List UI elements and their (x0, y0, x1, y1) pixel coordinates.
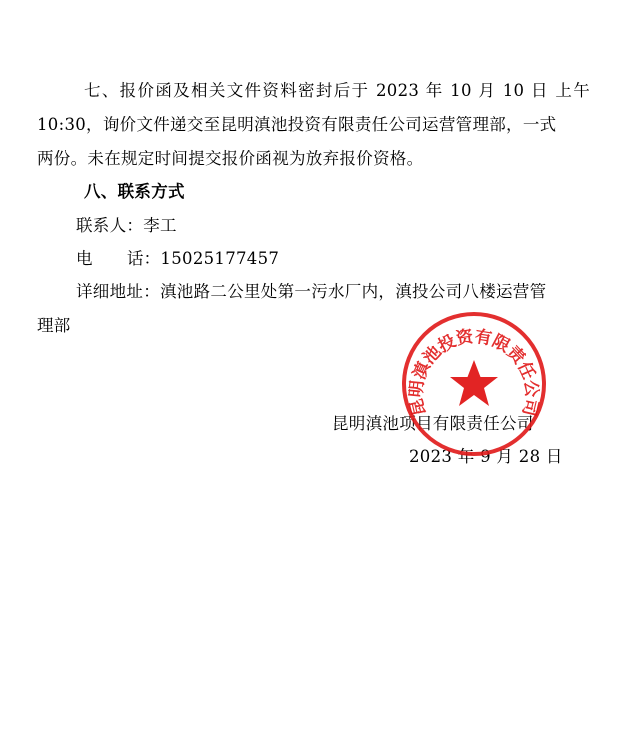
signature-date: 2023 年 9 月 28 日 (409, 447, 563, 466)
phone-value: 15025177457 (160, 249, 280, 268)
section7-line1: 七、报价函及相关文件资料密封后于 2023 年 10 月 10 日 上午 (84, 81, 590, 100)
address-line1: 详细地址：滇池路二公里处第一污水厂内，滇投公司八楼运营管 (76, 282, 547, 301)
phone-label-b: 话： (126, 249, 161, 268)
contact-label: 联系人： (76, 216, 144, 235)
section8-heading: 八、联系方式 (84, 182, 185, 201)
signature-company: 昆明滇池项目有限责任公司 (332, 414, 534, 433)
address-line2: 理部 (37, 316, 71, 335)
phone-label-a: 电 (76, 249, 93, 268)
seal-text: 昆明滇池投资有限责任公司 (406, 326, 542, 418)
section7-line2: 10:30，询价文件递交至昆明滇池投资有限责任公司运营管理部，一式 (37, 115, 557, 134)
contact-value: 李工 (143, 216, 177, 235)
company-seal (400, 310, 548, 458)
contact-phone (76, 248, 279, 270)
contact-person (76, 215, 177, 237)
section7-line3: 两份。未在规定时间提交报价函视为放弃报价资格。 (37, 149, 424, 168)
seal-star-icon (450, 360, 498, 406)
